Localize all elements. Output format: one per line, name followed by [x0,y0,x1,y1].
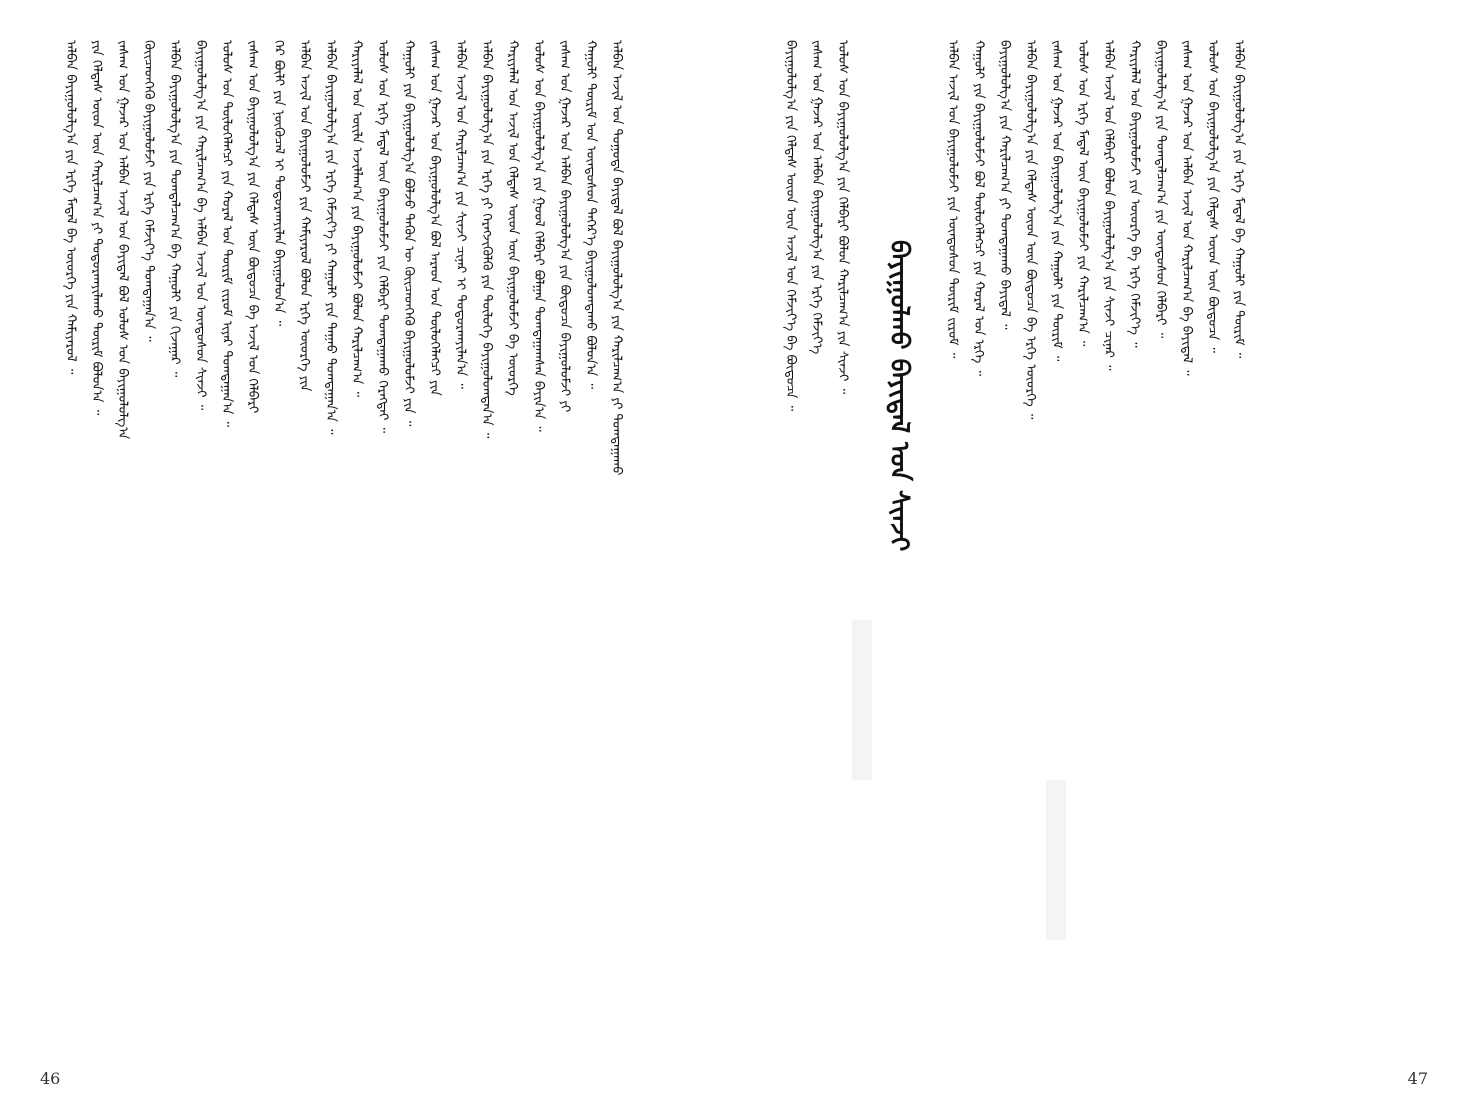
text-column: ᠵᠠᠰᠠᠭ ᠤᠨ ᠭᠠᠵᠠᠷ ᠤᠨ ᠪᠠᠶᠢᠭᠤᠯᠤᠯᠭ᠎ᠠ ᠪᠣᠯ ᠠᠷᠠᠳ ᠤᠨ ᠲᠥᠯᠦᠭᠡᠯᠡᠭᠴᠢ ᠶᠢᠨ [427,40,442,396]
text-column: ᠠᠯᠪᠠᠨ ᠠᠵᠢᠯ ᠤᠨ ᠪᠠᠶᠢᠭᠤᠯᠤᠮᠵᠢ ᠶᠢᠨ ᠦᠨᠳᠦᠰᠦᠨ ᠳᠦᠷᠢᠮ ᠵᠢᠷᠤᠮ ᠃ [945,40,960,359]
text-column: ᠪᠠᠶᠢᠭᠤᠯᠤᠯᠭ᠎ᠠ ᠶᠢᠨ ᠬᠡᠯᠲᠡᠰ ᠦᠳ ᠦᠨ ᠠᠵᠢᠯ ᠤᠨ ᠬᠡᠮᠵᠢᠶ᠎ᠡ ᠪᠠ ᠪᠦᠲᠦᠴᠡ ᠃ [783,40,798,412]
text-column: ᠠᠯᠪᠠᠨ ᠪᠠᠶᠢᠭᠤᠯᠤᠯᠭ᠎ᠠ ᠶᠢᠨ ᠲᠣᠭᠲᠠᠯᠴᠠᠭ᠎ᠠ ᠪᠠ ᠬᠠᠭᠤᠯᠢ ᠶᠢᠨ ᠬᠢᠵᠠᠭᠠᠷ ᠃ [167,40,182,378]
text-column: ᠠᠯᠪᠠᠨ ᠪᠠᠶᠢᠭᠤᠯᠤᠯᠭ᠎ᠠ ᠶᠢᠨ ᠡᠷᠬᠡ ᠮᠡᠳᠡᠯ ᠪᠠ ᠦᠦᠷᠭᠡ ᠶᠢᠨ ᠬᠠᠮᠢᠶᠠᠷᠤᠯ ᠃ [63,40,78,375]
section-heading: ᠪᠠᠶᠢᠭᠤᠯᠬᠤ ᠪᠠᠶᠢᠳᠠᠯ ᠤᠨ ᠰᠢᠨᠵᠢ [884,240,914,552]
text-column: ᠵᠠᠰᠠᠭ ᠤᠨ ᠭᠠᠵᠠᠷ ᠤᠨ ᠠᠯᠪᠠᠨ ᠠᠵᠢᠯ ᠤᠨ ᠪᠠᠶᠢᠳᠠᠯ ᠪᠣᠯ ᠤᠯᠤᠰ ᠤᠨ ᠪᠠᠶᠢᠭᠤᠯᠤᠯᠭ᠎ᠠ [115,40,130,440]
text-column: ᠵᠠᠰᠠᠭ ᠤᠨ ᠭᠠᠵᠠᠷ ᠤᠨ ᠠᠯᠪᠠᠨ ᠪᠠᠶᠢᠭᠤᠯᠤᠯᠭ᠎ᠠ ᠶᠢᠨ ᠪᠦᠲᠦᠴᠡ ᠪᠠᠶᠢᠭᠤᠯᠤᠮᠵᠢ ᠶᠢ [557,40,572,413]
text-column: ᠵᠠᠰᠠᠭ ᠤᠨ ᠭᠠᠵᠠᠷ ᠤᠨ ᠠᠯᠪᠠᠨ ᠠᠵᠢᠯ ᠤᠨ ᠬᠠᠷᠢᠯᠴᠠᠭ᠎ᠠ ᠪᠠ ᠪᠠᠶᠢᠳᠠᠯ ᠃ [1179,40,1194,376]
text-column: ᠠᠯᠪᠠᠨ ᠠᠵᠢᠯ ᠤᠨ ᠬᠠᠷᠢᠯᠴᠠᠭ᠎ᠠ ᠶᠢᠨ ᠰᠢᠨᠵᠢ ᠴᠢᠨᠠᠷ ᠢ ᠲᠣᠳᠣᠷᠬᠠᠶᠢᠯᠠᠨ᠎ᠠ ᠃ [453,40,468,389]
scan-shadow [852,620,872,780]
right-page [734,0,1468,1114]
text-column: ᠬᠠᠭᠤᠯᠢ ᠳᠦᠷᠢᠮ ᠤᠨ ᠦᠨᠳᠦᠰᠦᠨ ᠳᠡᠭᠡᠷ᠎ᠡ ᠪᠠᠶᠢᠭᠤᠯᠤᠭᠳᠠᠬᠤ ᠪᠣᠯᠤᠨ᠎ᠠ ᠃ [583,40,598,389]
text-column: ᠵᠠᠰᠠᠭ ᠤᠨ ᠪᠠᠶᠢᠭᠤᠯᠤᠯᠭ᠎ᠠ ᠶᠢᠨ ᠬᠡᠯᠲᠡᠰ ᠦᠨ ᠪᠦᠲᠦᠴᠡ ᠪᠠ ᠠᠵᠢᠯ ᠤᠨ ᠬᠡᠯᠪᠡᠷᠢ [245,40,260,414]
text-column: ᠬᠠᠭᠤᠯᠢ ᠶᠢᠨ ᠪᠠᠶᠢᠭᠤᠯᠤᠯᠭ᠎ᠠ ᠪᠣᠯᠵᠤ ᠲᠡᠭᠦᠨ ᠦ ᠭᠦᠢᠴᠡᠳᠬᠡᠬᠦ ᠪᠠᠶᠢᠭᠤᠯᠤᠮᠵᠢ ᠶᠢᠨ ᠃ [401,40,416,427]
text-column: ᠤᠯᠤᠰ ᠤᠨ ᠪᠠᠶᠢᠭᠤᠯᠤᠯᠭ᠎ᠠ ᠶᠢᠨ ᠬᠡᠯᠪᠡᠷᠢ ᠪᠣᠯᠤᠨ ᠬᠠᠷᠢᠯᠴᠠᠭ᠎ᠠ ᠶᠢᠨ ᠰᠢᠨᠵᠢ ᠃ [835,40,850,395]
text-column: ᠤᠯᠤᠰ ᠤᠨ ᠪᠠᠶᠢᠭᠤᠯᠤᠯᠭ᠎ᠠ ᠶᠢᠨ ᠭᠣᠣᠯ ᠬᠡᠯᠪᠡᠷᠢ ᠪᠣᠯᠭᠠᠨ ᠲᠣᠭᠲᠠᠭᠠᠭᠰᠠᠨ ᠪᠠᠶᠢᠨ᠎ᠠ ᠃ [531,40,546,432]
text-column: ᠵᠠᠰᠠᠭ ᠤᠨ ᠭᠠᠵᠠᠷ ᠤᠨ ᠪᠠᠶᠢᠭᠤᠯᠤᠯᠭ᠎ᠠ ᠶᠢᠨ ᠬᠠᠭᠤᠯᠢ ᠶᠢᠨ ᠳᠦᠷᠢᠮ ᠃ [1049,40,1064,362]
text-column: ᠠᠯᠪᠠᠨ ᠪᠠᠶᠢᠭᠤᠯᠤᠯᠭ᠎ᠠ ᠶᠢᠨ ᠡᠷᠬᠡ ᠮᠡᠳᠡᠯ ᠪᠠ ᠬᠠᠭᠤᠯᠢ ᠶᠢᠨ ᠳᠦᠷᠢᠮ ᠃ [1231,40,1246,359]
text-column: ᠤᠯᠤᠰ ᠤᠨ ᠪᠠᠶᠢᠭᠤᠯᠤᠯᠭ᠎ᠠ ᠶᠢᠨ ᠬᠡᠯᠲᠡᠰ ᠦᠳ ᠦᠨ ᠪᠦᠲᠦᠴᠡ ᠃ [1205,40,1220,353]
page-number: 46 [40,1069,61,1088]
text-column: ᠬᠠᠷᠢᠶᠠᠯᠠᠯ ᠤᠨ ᠠᠵᠢᠯ ᠤᠨ ᠬᠡᠯᠲᠡᠰ ᠦᠳ ᠦᠨ ᠪᠠᠶᠢᠭᠤᠯᠤᠮᠵᠢ ᠪᠠ ᠦᠦᠷᠭᠡ [505,40,520,396]
text-column: ᠠᠯᠪᠠᠨ ᠪᠠᠶᠢᠭᠤᠯᠤᠯᠭ᠎ᠠ ᠶᠢᠨ ᠬᠡᠯᠲᠡᠰ ᠦᠳ ᠦᠨ ᠪᠦᠲᠦᠴᠡ ᠪᠠ ᠡᠷᠬᠡ ᠦᠦᠷᠭᠡ ᠃ [1023,40,1038,420]
text-column: ᠪᠠᠶᠢᠭᠤᠯᠤᠯᠭ᠎ᠠ ᠶᠢᠨ ᠬᠠᠷᠢᠯᠴᠠᠭ᠎ᠠ ᠶᠢ ᠲᠣᠭᠲᠠᠭᠠᠬᠤ ᠪᠠᠶᠢᠳᠠᠯ ᠃ [997,40,1012,330]
text-column: ᠠᠯᠪᠠᠨ ᠠᠵᠢᠯ ᠤᠨ ᠬᠡᠯᠪᠡᠷᠢ ᠪᠣᠯᠤᠨ ᠪᠠᠶᠢᠭᠤᠯᠤᠯᠭ᠎ᠠ ᠶᠢᠨ ᠰᠢᠨᠵᠢ ᠴᠢᠨᠠᠷ ᠃ [1101,40,1116,371]
text-column: ᠬᠠᠭᠤᠯᠢ ᠶᠢᠨ ᠪᠠᠶᠢᠭᠤᠯᠤᠮᠵᠢ ᠪᠣᠯ ᠲᠥᠯᠦᠭᠡᠯᠡᠭᠴᠢ ᠶᠢᠨ ᠬᠤᠷᠠᠯ ᠤᠨ ᠡᠷᠬᠡ ᠃ [971,40,986,376]
text-column: ᠭᠡᠷ ᠪᠦᠯᠢ ᠶᠢᠨ ᠨᠦᠭᠦᠴᠡᠯ ᠢ ᠲᠣᠳᠣᠷᠬᠠᠶᠢᠯᠠᠨ ᠪᠠᠶᠢᠭᠤᠯᠤᠨ᠎ᠠ ᠃ [271,40,286,327]
text-column: ᠭᠦᠢᠴᠡᠳᠬᠡᠬᠦ ᠪᠠᠶᠢᠭᠤᠯᠤᠮᠵᠢ ᠶᠢᠨ ᠡᠷᠬᠡ ᠬᠡᠮᠵᠢᠶ᠎ᠡ ᠲᠣᠭᠲᠠᠭᠠᠨ᠎ᠠ ᠃ [141,40,156,342]
text-column: ᠠᠯᠪᠠᠨ ᠠᠵᠢᠯ ᠤᠨ ᠲᠣᠭᠣᠲᠠ ᠪᠠᠶᠢᠳᠠᠯ ᠪᠣᠯ ᠪᠠᠶᠢᠭᠤᠯᠤᠯᠭ᠎ᠠ ᠶᠢᠨ ᠬᠠᠷᠢᠯᠴᠠᠭ᠎ᠠ ᠶᠢ ᠲᠣᠭᠲᠠᠭᠠᠬᠤ [609,40,624,476]
text-column: ᠪᠠᠶᠢᠭᠤᠯᠤᠯᠭ᠎ᠠ ᠶᠢᠨ ᠲᠣᠭᠲᠠᠯᠴᠠᠭ᠎ᠠ ᠶᠢᠨ ᠦᠨᠳᠦᠰᠦᠨ ᠬᠡᠯᠪᠡᠷᠢ ᠃ [1153,40,1168,339]
text-column: ᠪᠠᠶᠢᠭᠤᠯᠤᠯᠭ᠎ᠠ ᠶᠢᠨ ᠬᠠᠷᠢᠯᠴᠠᠭ᠎ᠠ ᠪᠠ ᠠᠯᠪᠠᠨ ᠠᠵᠢᠯ ᠤᠨ ᠦᠨᠳᠦᠰᠦᠨ ᠰᠢᠨᠵᠢ ᠃ [193,40,208,411]
text-column: ᠤᠯᠤᠰ ᠤᠨ ᠲᠥᠯᠦᠭᠡᠯᠡᠭᠴᠢ ᠶᠢᠨ ᠬᠤᠷᠠᠯ ᠤᠨ ᠳᠦᠷᠢᠮ ᠵᠢᠷᠤᠮ ᠢᠶᠠᠷ ᠲᠣᠭᠲᠠᠭᠠᠨ᠎ᠠ ᠃ [219,40,234,428]
text-column: ᠬᠠᠷᠢᠶᠠᠯᠠᠯ ᠤᠨ ᠪᠠᠶᠢᠭᠤᠯᠤᠮᠵᠢ ᠶᠢᠨ ᠦᠦᠷᠭᠡ ᠪᠠ ᠡᠷᠬᠡ ᠬᠡᠮᠵᠢᠶ᠎ᠡ ᠃ [1127,40,1142,348]
text-column: ᠠᠯᠪᠠᠨ ᠠᠵᠢᠯ ᠤᠨ ᠪᠠᠶᠢᠭᠤᠯᠤᠮᠵᠢ ᠶᠢᠨ ᠬᠠᠮᠢᠶᠠᠷᠤᠯ ᠪᠣᠯᠤᠨ ᠡᠷᠬᠡ ᠦᠦᠷᠭᠡ ᠶᠢᠨ [297,40,312,392]
text-column: ᠬᠠᠷᠢᠶᠠᠯᠠᠯ ᠤᠨ ᠦᠢᠯᠡ ᠠᠵᠢᠯᠯᠠᠭ᠎ᠠ ᠶᠢᠨ ᠪᠠᠶᠢᠭᠤᠯᠤᠮᠵᠢ ᠪᠣᠯᠤᠨ ᠬᠠᠷᠢᠯᠴᠠᠭ᠎ᠠ ᠃ [349,40,364,398]
text-column: ᠤᠯᠤᠰ ᠤᠨ ᠡᠷᠬᠡ ᠮᠡᠳᠡᠯ ᠦᠨ ᠪᠠᠶᠢᠭᠤᠯᠤᠮᠵᠢ ᠶᠢᠨ ᠬᠠᠷᠢᠯᠴᠠᠭ᠎ᠠ ᠃ [1075,40,1090,347]
text-column: ᠠᠯᠪᠠᠨ ᠪᠠᠶᠢᠭᠤᠯᠤᠯᠭ᠎ᠠ ᠶᠢᠨ ᠡᠷᠬᠡ ᠶᠢ ᠬᠡᠷᠡᠭᠵᠢᠭᠦᠯᠬᠦ ᠶᠢᠨ ᠲᠥᠯᠦᠭᠡ ᠪᠠᠶᠢᠭᠤᠯᠤᠭᠳᠠᠨ᠎ᠠ ᠃ [479,40,494,439]
text-column: ᠶᠢᠨ ᠬᠡᠯᠲᠡᠰ ᠦᠳ ᠦᠨ ᠬᠠᠷᠢᠯᠴᠠᠭ᠎ᠠ ᠶᠢ ᠲᠣᠳᠣᠷᠬᠠᠶᠢᠯᠠᠬᠤ ᠳᠦᠷᠢᠮ ᠪᠣᠯᠤᠨ᠎ᠠ ᠃ [89,40,104,416]
text-column: ᠤᠯᠤᠰ ᠤᠨ ᠡᠷᠬᠡ ᠮᠡᠳᠡᠯ ᠦᠨ ᠪᠠᠶᠢᠭᠤᠯᠤᠮᠵᠢ ᠶᠢᠨ ᠬᠡᠯᠪᠡᠷᠢ ᠲᠣᠭᠲᠠᠭᠠᠬᠤ ᠬᠡᠷᠡᠭᠲᠡᠢ ᠃ [375,40,390,434]
text-column: ᠵᠠᠰᠠᠭ ᠤᠨ ᠭᠠᠵᠠᠷ ᠤᠨ ᠠᠯᠪᠠᠨ ᠪᠠᠶᠢᠭᠤᠯᠤᠯᠭ᠎ᠠ ᠶᠢᠨ ᠡᠷᠬᠡ ᠬᠡᠮᠵᠢᠶ᠎ᠡ [809,40,824,355]
page-number: 47 [1407,1069,1428,1088]
text-column: ᠠᠯᠪᠠᠨ ᠪᠠᠶᠢᠭᠤᠯᠤᠯᠭ᠎ᠠ ᠶᠢᠨ ᠡᠷᠬᠡ ᠬᠡᠮᠵᠢᠶ᠎ᠡ ᠶᠢ ᠬᠠᠭᠤᠯᠢ ᠶᠢᠨ ᠳᠠᠭᠠᠤ ᠲᠣᠭᠲᠠᠭᠠᠨ᠎ᠠ ᠃ [323,40,338,435]
